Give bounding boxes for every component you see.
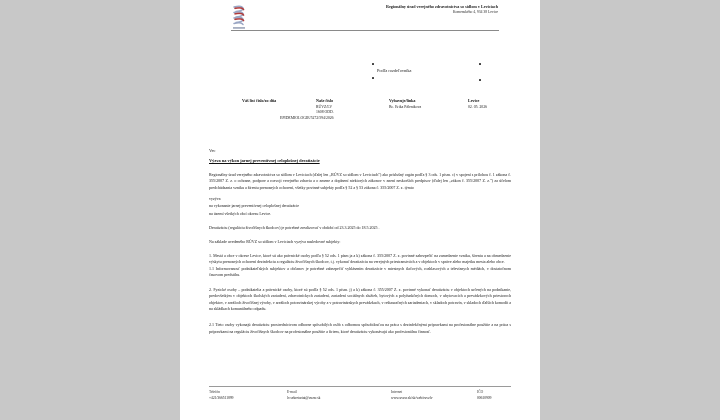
ref-header-your-ref: Váš list číslo/zo dňa [242,98,277,103]
bullet-dot [372,63,374,65]
ref-header-our-ref: Naše číslo [316,98,334,103]
footer-header-phone: Telefón [209,390,220,394]
footer-divider [209,386,511,387]
organization-name: Regionálny úrad verejného zdravotníctva so sídlom v Leviciach [385,4,498,9]
letterhead-text [386,4,498,14]
document-page [180,0,540,420]
ref-value-our-ref-1: RÚVZ/LV [316,104,333,109]
bullet-dot [479,79,481,81]
paragraph-item-2-1: 2.1 Tieto osoby vykonajú deratizáciu prostredníctvom odborne spôsobilých osôb s odbornou spôsobilosťou na práca s dezinfekčnými prípravkami na profesionálne použitie a na práca s prípravkami na reguláciu živočíšnych škodcov na profesionálne použitie a firiem, ktoré deratizáciu vykonávajú ako profesionálnu činnosť. [209,322,511,334]
bullet-dot [479,63,481,65]
ref-value-our-ref-3: EPIDEMIOLOGIE/5272/594/2026 [280,115,334,120]
footer-value-phone: +421/366511899 [209,396,234,401]
paragraph-item-1: 1. Mestá a obce v okrese Levice, ktoré sú ako právnické osoby podľa § 52 ods. 1 písm ja a k) zákona č. 355/2007 Z. z. povinné zabezpečiť na zamedzenie vzniku, šíreniu a na obmedzenie výskytu prenosných ochorení dezinfekciu a reguláciu živočíšnych škodcov, t.j. vykonať deratizáciu na verejných priestranstvách a v objektoch v správe alebo majetku mesta alebo obce. [209,253,511,265]
recipient-label: Podľa rozdeľovníka [377,68,412,73]
paragraph-item-1-1: 1.1 Informovanosť podnikateľských subjektov a občanov je potrebné zabezpečiť vyhlásením deratizácie v miestnych tlačových, rozhlasových a televíznych médiách, v dostatočnom časovom predstihu. [209,265,511,278]
paragraph-intro: Regionálny úrad verejného zdravotníctva so sídlom v Leviciach (ďalej len „RÚVZ so sídlom v Leviciach") ako príslušný orgán podľa § 3 ods. 1 písm. c) v spojení s prílohou č. 1 zákona č. 355/2007 Z. z. o ochrane, podpore a rozvoji verejného zdravia a o zmene a doplnení niektorých zákonov v znení neskorších predpisov (ďalej len „zákon č. 355/2007 Z. z.") za účelom predchádzania vzniku a šíreniu prenosných ochorení, všetky povinné subjekty podľa § 52 a § 53 zákona č. 355/2007 Z. z. týmto [209,172,511,190]
footer-col-phone [209,390,233,400]
ref-header-handled-by: Vybavuje/linka [389,98,416,103]
footer-header-email: E-mail [287,390,297,394]
subject-label: Vec [209,148,216,153]
ref-value-date: 02. 05. 2026 [468,104,487,109]
paragraph-call-line2: na území všetkých obcí okresu Levice. [209,210,272,216]
paragraph-item-2: 2. Fyzické osoby – podnikatelia a právnické osoby, ktoré sú podľa § 52 ods. 1 písm. j) a k) zákona č. 355/2007 Z. z. povinné vykonať deratizáciu v objektoch určených na podnikanie, predovšetkým v objektoch školských zariadení, zdravotníckych zariadení, zariadení sociálnych služieb, bytových a polyfunkčných domoch, v ubytovacích a prevádzkových priestoroch objektov, v areáloch živočíšnej výroby, v areáloch potravinárskej výroby a v potravinárskych prevádzkach, v reštauračných zariadeniach, v skladoch potravín, v skladoch ďalších komodít a na skládkach komunálneho odpadu. [209,286,511,311]
footer-value-email[interactable]: lv.sekretariat@uvzsr.sk [287,396,321,401]
paragraph-period: Deratizáciu (reguláciu živočíšnych škodcov) je potrebné zrealizovať v období od 23.3.2025 do 18.5.2025 . [209,224,380,230]
footer-col-web [391,390,433,400]
footer-value-ico: 00610909 [477,396,492,401]
paragraph-lead-in: Na základe uvedeného RÚVZ so sídlom v Leviciach vyzýva nasledovné subjekty: [209,238,341,244]
reference-table [180,98,540,128]
ref-value-handled-by: Bc. Erika Pálenikova [389,104,422,109]
footer-header-ico: IČO [477,390,484,394]
footer [209,388,511,404]
paragraph-call-line1: na vykonanie jarnej preventívnej celoplošnej deratizácie [209,203,300,209]
footer-col-email [287,390,320,400]
letterhead [180,3,540,31]
recipient-block [180,60,540,90]
ruvz-emblem-logo [231,4,247,30]
ref-col-handled-by [389,98,461,110]
ref-value-our-ref-2: 1608 ODD. [316,110,334,114]
ref-header-place: Levice [468,98,480,103]
letterhead-divider [231,30,499,31]
ref-col-place-date [468,98,522,110]
footer-header-web: Internet [391,390,403,394]
footer-value-web[interactable]: www.uvzsr.sk/sk/web/ruvzlv [391,396,433,401]
bullet-dot [372,77,374,79]
letter-sheet [180,0,540,420]
footer-col-ico [477,390,491,400]
paragraph-call-word: vyzýva [209,195,221,201]
letter-body [209,172,511,339]
subject-title: Výzva na výkon jarnej preventívnej celoplošnej deratizácie [209,158,320,163]
organization-address: Komenského 4, 934 38 Levice [452,9,498,14]
